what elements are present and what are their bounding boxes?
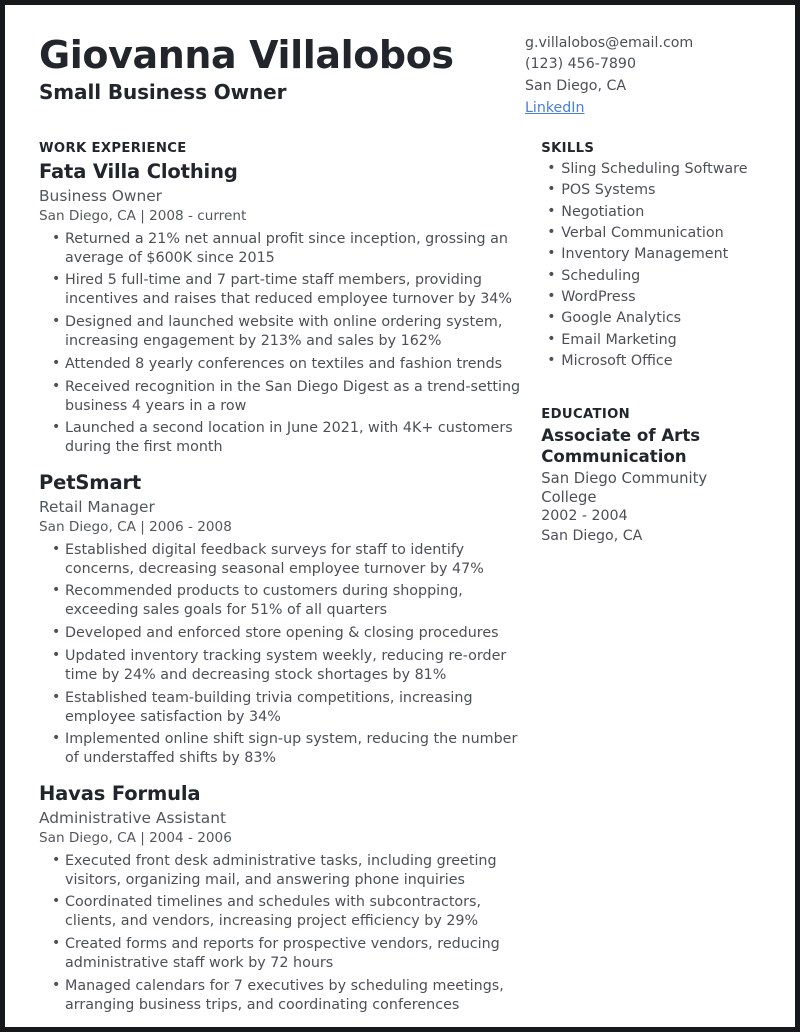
education-years: 2002 - 2004	[541, 508, 628, 525]
candidate-name: Giovanna Villalobos	[39, 33, 454, 77]
job-location-dates: San Diego, CA | 2004 - 2006	[39, 830, 232, 847]
main-column	[39, 141, 541, 1028]
job-bullet: • Returned a 21% net annual profit since inception, grossing an average of $600K since 2015	[39, 230, 527, 268]
skill-item: • Inventory Management	[541, 245, 765, 264]
skill-item: • Email Marketing	[541, 331, 765, 350]
skill-item: • Google Analytics	[541, 309, 765, 328]
job-bullet-list	[39, 230, 527, 457]
job-bullet: • Updated inventory tracking system weekly, reducing re-order time by 24% and decreasing stock shortages by 81%	[39, 647, 527, 685]
skill-item: • Sling Scheduling Software	[541, 160, 765, 179]
section-spacer	[541, 373, 765, 407]
candidate-job-title: Small Business Owner	[39, 80, 287, 105]
job-bullet: • Created forms and reports for prospective vendors, reducing administrative staff work by 72 hours	[39, 935, 527, 973]
job-company: PetSmart	[39, 471, 142, 495]
job-bullet: • Recommended products to customers during shopping, exceeding sales goals for 51% of all quarters	[39, 582, 527, 620]
job-bullet: • Executed front desk administrative tasks, including greeting visitors, organizing mail, and answering phone inquiries	[39, 852, 527, 890]
resume-body	[39, 141, 765, 1028]
contact-location: San Diego, CA	[525, 77, 627, 94]
education-entry	[541, 426, 765, 546]
job-bullet: • Developed and enforced store opening & closing procedures	[39, 624, 527, 643]
job-role: Administrative Assistant	[39, 808, 227, 827]
skill-item: • POS Systems	[541, 181, 765, 200]
contact-block	[525, 29, 765, 119]
job-bullet-list	[39, 852, 527, 1015]
job-entry	[39, 782, 527, 1014]
job-location-dates: San Diego, CA | 2006 - 2008	[39, 519, 232, 536]
section-heading-education: EDUCATION	[541, 407, 631, 423]
skill-item: • Negotiation	[541, 203, 765, 222]
job-bullet: • Established team-building trivia competitions, increasing employee satisfaction by 34%	[39, 689, 527, 727]
section-heading-skills: SKILLS	[541, 141, 595, 157]
education-degree: Associate of Arts Communication	[541, 426, 701, 466]
linkedin-link[interactable]: LinkedIn	[525, 99, 585, 116]
job-bullet: • Managed calendars for 7 executives by scheduling meetings, arranging business trips, and coordinating conferences	[39, 977, 527, 1015]
contact-phone: (123) 456-7890	[525, 56, 636, 73]
job-entry	[39, 471, 527, 768]
job-role: Business Owner	[39, 186, 163, 205]
job-bullet-list	[39, 541, 527, 768]
education-location: San Diego, CA	[541, 528, 643, 545]
resume-header	[39, 29, 765, 119]
job-location-dates: San Diego, CA | 2008 - current	[39, 208, 247, 225]
skill-item: • Microsoft Office	[541, 352, 765, 371]
job-bullet: • Launched a second location in June 2021, with 4K+ customers during the first month	[39, 419, 527, 457]
job-bullet: • Established digital feedback surveys for staff to identify concerns, decreasing seasonal employee turnover by 47%	[39, 541, 527, 579]
job-bullet: • Designed and launched website with online ordering system, increasing engagement by 213% and sales by 162%	[39, 313, 527, 351]
education-school: San Diego Community College	[541, 469, 708, 507]
job-bullet: • Coordinated timelines and schedules with subcontractors, clients, and vendors, increasing project efficiency by 29%	[39, 893, 527, 931]
header-identity	[39, 29, 454, 103]
contact-email: g.villalobos@email.com	[525, 35, 694, 51]
job-bullet: • Received recognition in the San Diego Digest as a trend-setting business 4 years in a row	[39, 378, 527, 416]
job-company: Fata Villa Clothing	[39, 160, 238, 184]
job-company: Havas Formula	[39, 782, 201, 806]
side-column	[541, 141, 765, 1028]
job-bullet: • Hired 5 full-time and 7 part-time staff members, providing incentives and raises that reduced employee turnover by 34%	[39, 271, 527, 309]
skill-item: • WordPress	[541, 288, 765, 307]
job-bullet: • Attended 8 yearly conferences on textiles and fashion trends	[39, 355, 527, 374]
job-role: Retail Manager	[39, 497, 155, 516]
job-entry	[39, 160, 527, 457]
skills-list	[541, 160, 765, 371]
section-heading-work-experience: WORK EXPERIENCE	[39, 141, 187, 157]
skill-item: • Verbal Communication	[541, 224, 765, 243]
job-bullet: • Implemented online shift sign-up system, reducing the number of understaffed shifts by 83%	[39, 730, 527, 768]
skill-item: • Scheduling	[541, 267, 765, 286]
